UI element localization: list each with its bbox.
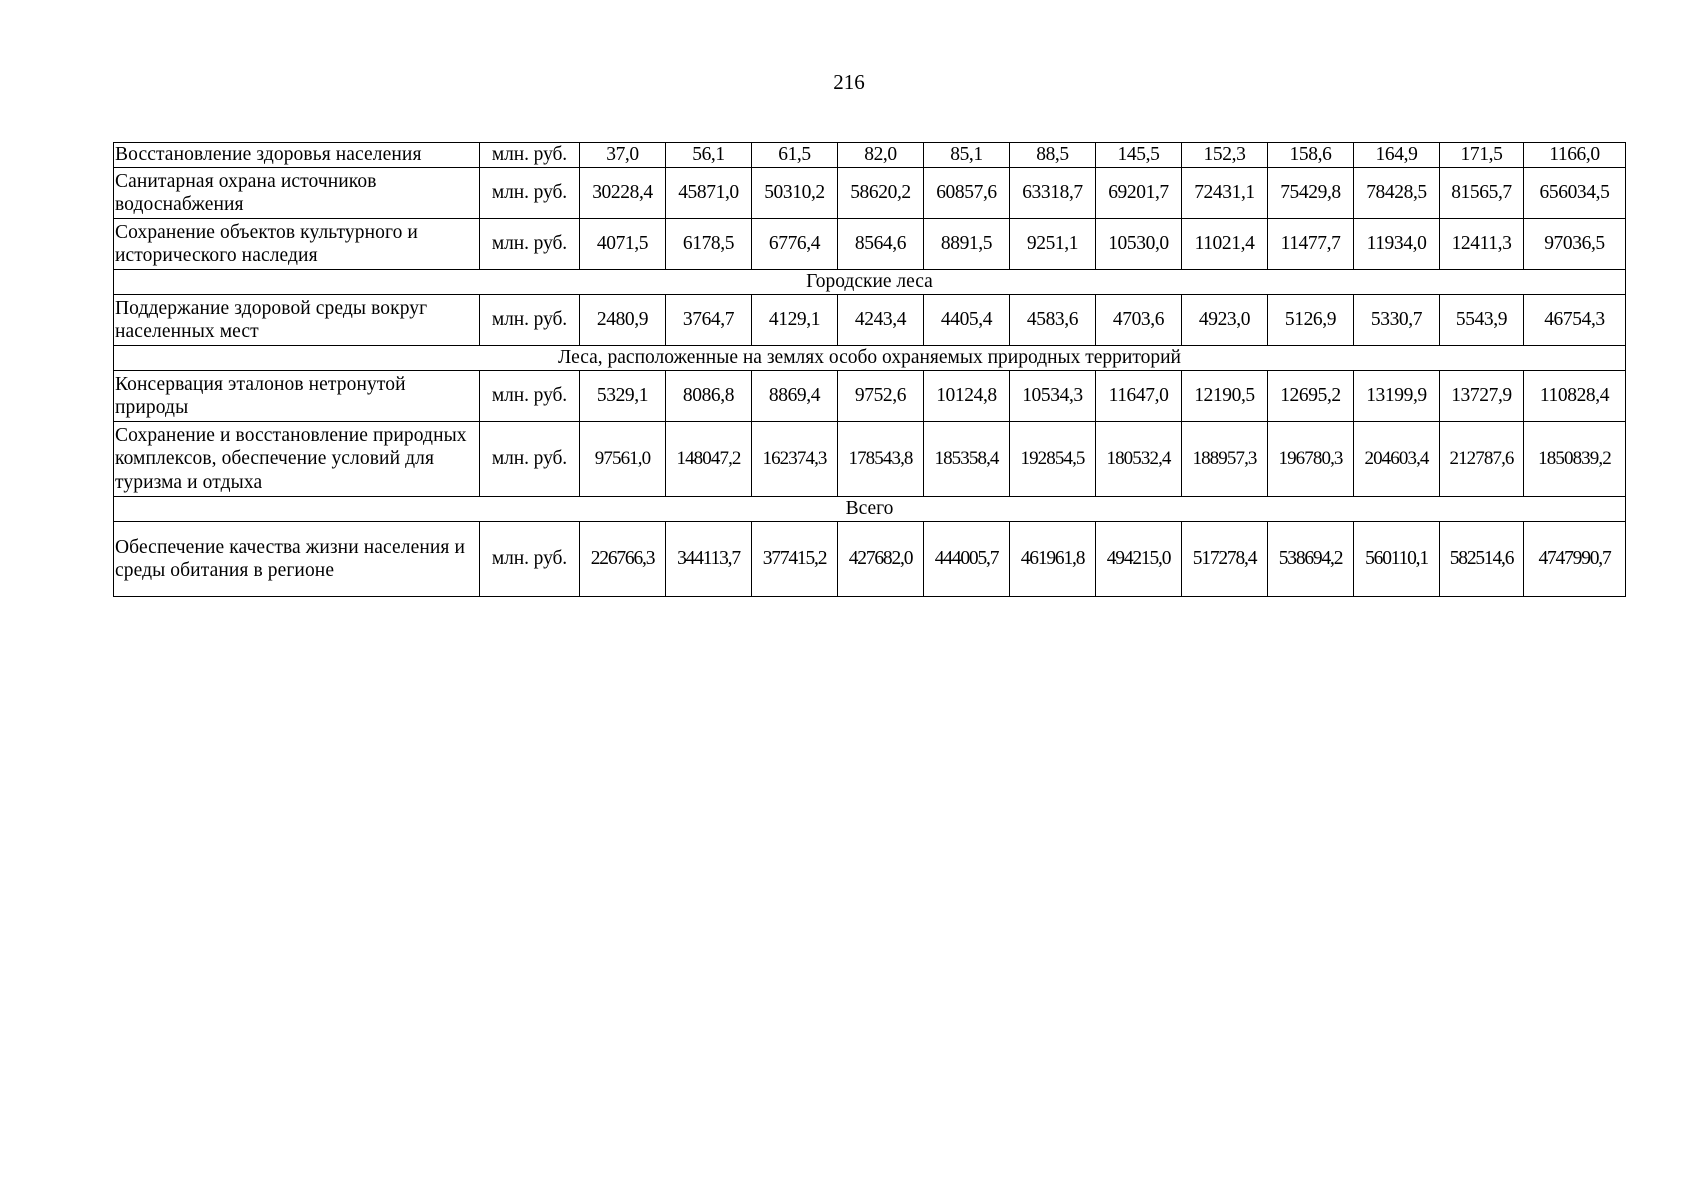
value-cell: 8869,4 xyxy=(752,371,838,422)
value-cell: 11021,4 xyxy=(1182,219,1268,270)
value-cell: 50310,2 xyxy=(752,168,838,219)
value-cell: 6178,5 xyxy=(666,219,752,270)
table-row xyxy=(114,422,1626,497)
value-cell: 188957,3 xyxy=(1182,422,1268,497)
value-cell: 78428,5 xyxy=(1354,168,1440,219)
value-cell: 212787,6 xyxy=(1440,422,1524,497)
value-cell: 10534,3 xyxy=(1010,371,1096,422)
value-cell: 63318,7 xyxy=(1010,168,1096,219)
section-header-row xyxy=(114,346,1626,371)
value-cell: 5329,1 xyxy=(580,371,666,422)
value-cell: 2480,9 xyxy=(580,295,666,346)
value-cell: 110828,4 xyxy=(1524,371,1626,422)
value-cell: 427682,0 xyxy=(838,522,924,597)
value-cell: 12411,3 xyxy=(1440,219,1524,270)
value-cell: 82,0 xyxy=(838,143,924,168)
value-cell: 5543,9 xyxy=(1440,295,1524,346)
value-cell: 4243,4 xyxy=(838,295,924,346)
value-cell: 8891,5 xyxy=(924,219,1010,270)
value-cell: 4923,0 xyxy=(1182,295,1268,346)
value-cell: 85,1 xyxy=(924,143,1010,168)
value-cell: 88,5 xyxy=(1010,143,1096,168)
section-title: Леса, расположенные на землях особо охраняемых природных территорий xyxy=(114,346,1626,371)
value-cell: 6776,4 xyxy=(752,219,838,270)
value-cell: 656034,5 xyxy=(1524,168,1626,219)
value-cell: 13727,9 xyxy=(1440,371,1524,422)
value-cell: 171,5 xyxy=(1440,143,1524,168)
value-cell: 75429,8 xyxy=(1268,168,1354,219)
table-row xyxy=(114,522,1626,597)
value-cell: 158,6 xyxy=(1268,143,1354,168)
value-cell: 461961,8 xyxy=(1010,522,1096,597)
value-cell: 97036,5 xyxy=(1524,219,1626,270)
value-cell: 4405,4 xyxy=(924,295,1010,346)
value-cell: 444005,7 xyxy=(924,522,1010,597)
value-cell: 377415,2 xyxy=(752,522,838,597)
value-cell: 8564,6 xyxy=(838,219,924,270)
value-cell: 538694,2 xyxy=(1268,522,1354,597)
section-header-row xyxy=(114,497,1626,522)
value-cell: 180532,4 xyxy=(1096,422,1182,497)
value-cell: 5330,7 xyxy=(1354,295,1440,346)
value-cell: 192854,5 xyxy=(1010,422,1096,497)
value-cell: 5126,9 xyxy=(1268,295,1354,346)
row-label: Сохранение объектов культурного и исторического наследия xyxy=(114,219,480,270)
value-cell: 162374,3 xyxy=(752,422,838,497)
value-cell: 164,9 xyxy=(1354,143,1440,168)
value-cell: 4129,1 xyxy=(752,295,838,346)
value-cell: 81565,7 xyxy=(1440,168,1524,219)
unit-cell: млн. руб. xyxy=(480,295,580,346)
table-row xyxy=(114,168,1626,219)
unit-cell: млн. руб. xyxy=(480,143,580,168)
value-cell: 97561,0 xyxy=(580,422,666,497)
row-label: Сохранение и восстановление природных комплексов, обеспечение условий для туризма и отдыха xyxy=(114,422,480,497)
value-cell: 60857,6 xyxy=(924,168,1010,219)
value-cell: 4747990,7 xyxy=(1524,522,1626,597)
row-label: Обеспечение качества жизни населения и среды обитания в регионе xyxy=(114,522,480,597)
unit-cell: млн. руб. xyxy=(480,168,580,219)
unit-cell: млн. руб. xyxy=(480,522,580,597)
value-cell: 46754,3 xyxy=(1524,295,1626,346)
value-cell: 1166,0 xyxy=(1524,143,1626,168)
table-row xyxy=(114,219,1626,270)
value-cell: 3764,7 xyxy=(666,295,752,346)
unit-cell: млн. руб. xyxy=(480,422,580,497)
page-number: 216 xyxy=(833,70,865,94)
value-cell: 9752,6 xyxy=(838,371,924,422)
data-table xyxy=(113,142,1626,597)
value-cell: 196780,3 xyxy=(1268,422,1354,497)
value-cell: 517278,4 xyxy=(1182,522,1268,597)
table-row xyxy=(114,371,1626,422)
value-cell: 148047,2 xyxy=(666,422,752,497)
value-cell: 4703,6 xyxy=(1096,295,1182,346)
value-cell: 56,1 xyxy=(666,143,752,168)
value-cell: 4071,5 xyxy=(580,219,666,270)
value-cell: 11477,7 xyxy=(1268,219,1354,270)
value-cell: 494215,0 xyxy=(1096,522,1182,597)
value-cell: 582514,6 xyxy=(1440,522,1524,597)
value-cell: 61,5 xyxy=(752,143,838,168)
value-cell: 145,5 xyxy=(1096,143,1182,168)
value-cell: 204603,4 xyxy=(1354,422,1440,497)
value-cell: 344113,7 xyxy=(666,522,752,597)
value-cell: 12695,2 xyxy=(1268,371,1354,422)
row-label: Поддержание здоровой среды вокруг населенных мест xyxy=(114,295,480,346)
value-cell: 37,0 xyxy=(580,143,666,168)
value-cell: 10530,0 xyxy=(1096,219,1182,270)
value-cell: 560110,1 xyxy=(1354,522,1440,597)
value-cell: 226766,3 xyxy=(580,522,666,597)
row-label: Санитарная охрана источников водоснабжения xyxy=(114,168,480,219)
row-label: Восстановление здоровья населения xyxy=(114,143,480,168)
value-cell: 1850839,2 xyxy=(1524,422,1626,497)
value-cell: 9251,1 xyxy=(1010,219,1096,270)
section-header-row xyxy=(114,270,1626,295)
value-cell: 30228,4 xyxy=(580,168,666,219)
table-body xyxy=(114,143,1626,597)
value-cell: 45871,0 xyxy=(666,168,752,219)
value-cell: 152,3 xyxy=(1182,143,1268,168)
value-cell: 69201,7 xyxy=(1096,168,1182,219)
value-cell: 11647,0 xyxy=(1096,371,1182,422)
table-row xyxy=(114,295,1626,346)
data-table-container xyxy=(113,142,1623,597)
row-label: Консервация эталонов нетронутой природы xyxy=(114,371,480,422)
section-title: Городские леса xyxy=(114,270,1626,295)
value-cell: 11934,0 xyxy=(1354,219,1440,270)
section-title: Всего xyxy=(114,497,1626,522)
value-cell: 4583,6 xyxy=(1010,295,1096,346)
unit-cell: млн. руб. xyxy=(480,219,580,270)
value-cell: 185358,4 xyxy=(924,422,1010,497)
table-row xyxy=(114,143,1626,168)
value-cell: 12190,5 xyxy=(1182,371,1268,422)
value-cell: 10124,8 xyxy=(924,371,1010,422)
value-cell: 8086,8 xyxy=(666,371,752,422)
value-cell: 72431,1 xyxy=(1182,168,1268,219)
value-cell: 58620,2 xyxy=(838,168,924,219)
value-cell: 13199,9 xyxy=(1354,371,1440,422)
value-cell: 178543,8 xyxy=(838,422,924,497)
unit-cell: млн. руб. xyxy=(480,371,580,422)
